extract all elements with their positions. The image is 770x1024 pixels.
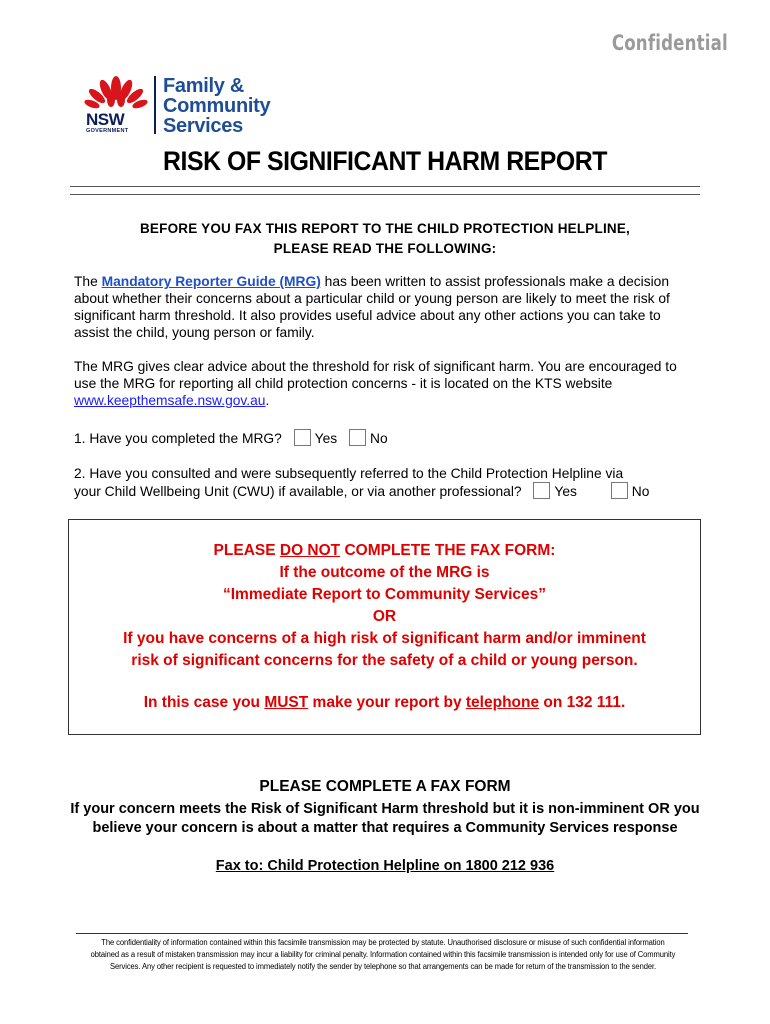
warning-line3: “Immediate Report to Community Services” <box>223 586 546 603</box>
q2-yes-checkbox[interactable] <box>533 482 550 499</box>
fax-form-heading: PLEASE COMPLETE A FAX FORM <box>259 778 511 795</box>
question-2-line1: 2. Have you consulted and were subsequently referred to the Child Protection Helpline via <box>74 466 624 481</box>
logo-line-family: Family & <box>163 75 244 97</box>
title-rule-top <box>70 186 700 187</box>
q1-yes-checkbox[interactable] <box>294 429 311 446</box>
question-2-line2: your Child Wellbeing Unit (CWU) if available, or via another professional? <box>74 484 522 499</box>
logo-line-community: Community <box>163 95 271 117</box>
warning-line7: In this case you MUST make your report by telephone on 132 111. <box>143 694 626 711</box>
kts-website-link[interactable]: www.keepthemsafe.nsw.gov.au <box>74 393 266 408</box>
warning-line6: risk of significant concerns for the safety of a child or young person. <box>131 652 638 669</box>
mrg-threshold-paragraph <box>74 358 699 409</box>
confidential-label: Confidential <box>611 31 728 55</box>
q1-yes-label: Yes <box>314 431 338 446</box>
mrg-intro-paragraph <box>74 273 699 341</box>
report-title: RISK OF SIGNIFICANT HARM REPORT <box>163 146 607 176</box>
logo-divider <box>154 76 156 134</box>
warning-line4: OR <box>372 608 397 625</box>
government-wordmark: GOVERNMENT <box>86 128 129 134</box>
fax-notice <box>70 219 700 259</box>
mrg-link[interactable]: Mandatory Reporter Guide (MRG) <box>101 274 321 289</box>
para1-pre: The <box>74 274 102 289</box>
fax-notice-line2: PLEASE READ THE FOLLOWING: <box>273 241 497 256</box>
do-not-fax-warning-box <box>68 519 701 735</box>
q1-no-checkbox[interactable] <box>349 429 366 446</box>
warning-line2: If the outcome of the MRG is <box>279 564 490 581</box>
footer-rule <box>76 933 688 934</box>
confidentiality-footer: The confidentiality of information contained within this facsimile transmission may be protected by statute. Unauthorised disclosure or misuse of such confidential information obtained as a result of mistaken transmission may incur a liability for criminal penalty. Information contained within this facsimile transmission is intended only for use of Community Services. Any other recipient is requested to immediately notify the sender by telephone so that arrangements can be made for return of the transmission to the sender. <box>90 938 676 971</box>
para2-pre: The MRG gives clear advice about the threshold for risk of significant harm. You are encouraged to use the MRG for reporting all child protection concerns - it is located on the KTS website <box>74 359 677 391</box>
fax-number: Fax to: Child Protection Helpline on 1800 212 936 <box>215 858 555 874</box>
nsw-fcs-logo <box>84 70 314 136</box>
nsw-wordmark: NSW <box>86 110 125 129</box>
q1-no-label: No <box>370 431 388 446</box>
para2-post: . <box>265 393 270 408</box>
q2-no-label: No <box>631 484 650 499</box>
para1-post: has been written to assist professionals make a decision about whether their concerns about a particular child or young person are likely to meet the risk of significant harm threshold. It also provides useful advice about any other actions you can take to assist the child, young person or family. <box>74 274 670 340</box>
fax-notice-line1: BEFORE YOU FAX THIS REPORT TO THE CHILD PROTECTION HELPLINE, <box>139 221 631 236</box>
question-1 <box>74 429 388 447</box>
question-1-text: 1. Have you completed the MRG? <box>74 431 282 446</box>
warning-line1: PLEASE DO NOT COMPLETE THE FAX FORM: <box>213 542 556 559</box>
q2-no-checkbox[interactable] <box>611 482 628 499</box>
title-rule-bottom <box>70 194 700 195</box>
logo-line-services: Services <box>163 115 243 137</box>
question-2 <box>74 465 649 500</box>
fax-form-instructions: If your concern meets the Risk of Significant Harm threshold but it is non-imminent OR you believe your concern is about a matter that requires a Community Services response <box>70 801 700 836</box>
q2-yes-label: Yes <box>554 484 577 499</box>
warning-line5: If you have concerns of a high risk of significant harm and/or imminent <box>123 630 646 647</box>
